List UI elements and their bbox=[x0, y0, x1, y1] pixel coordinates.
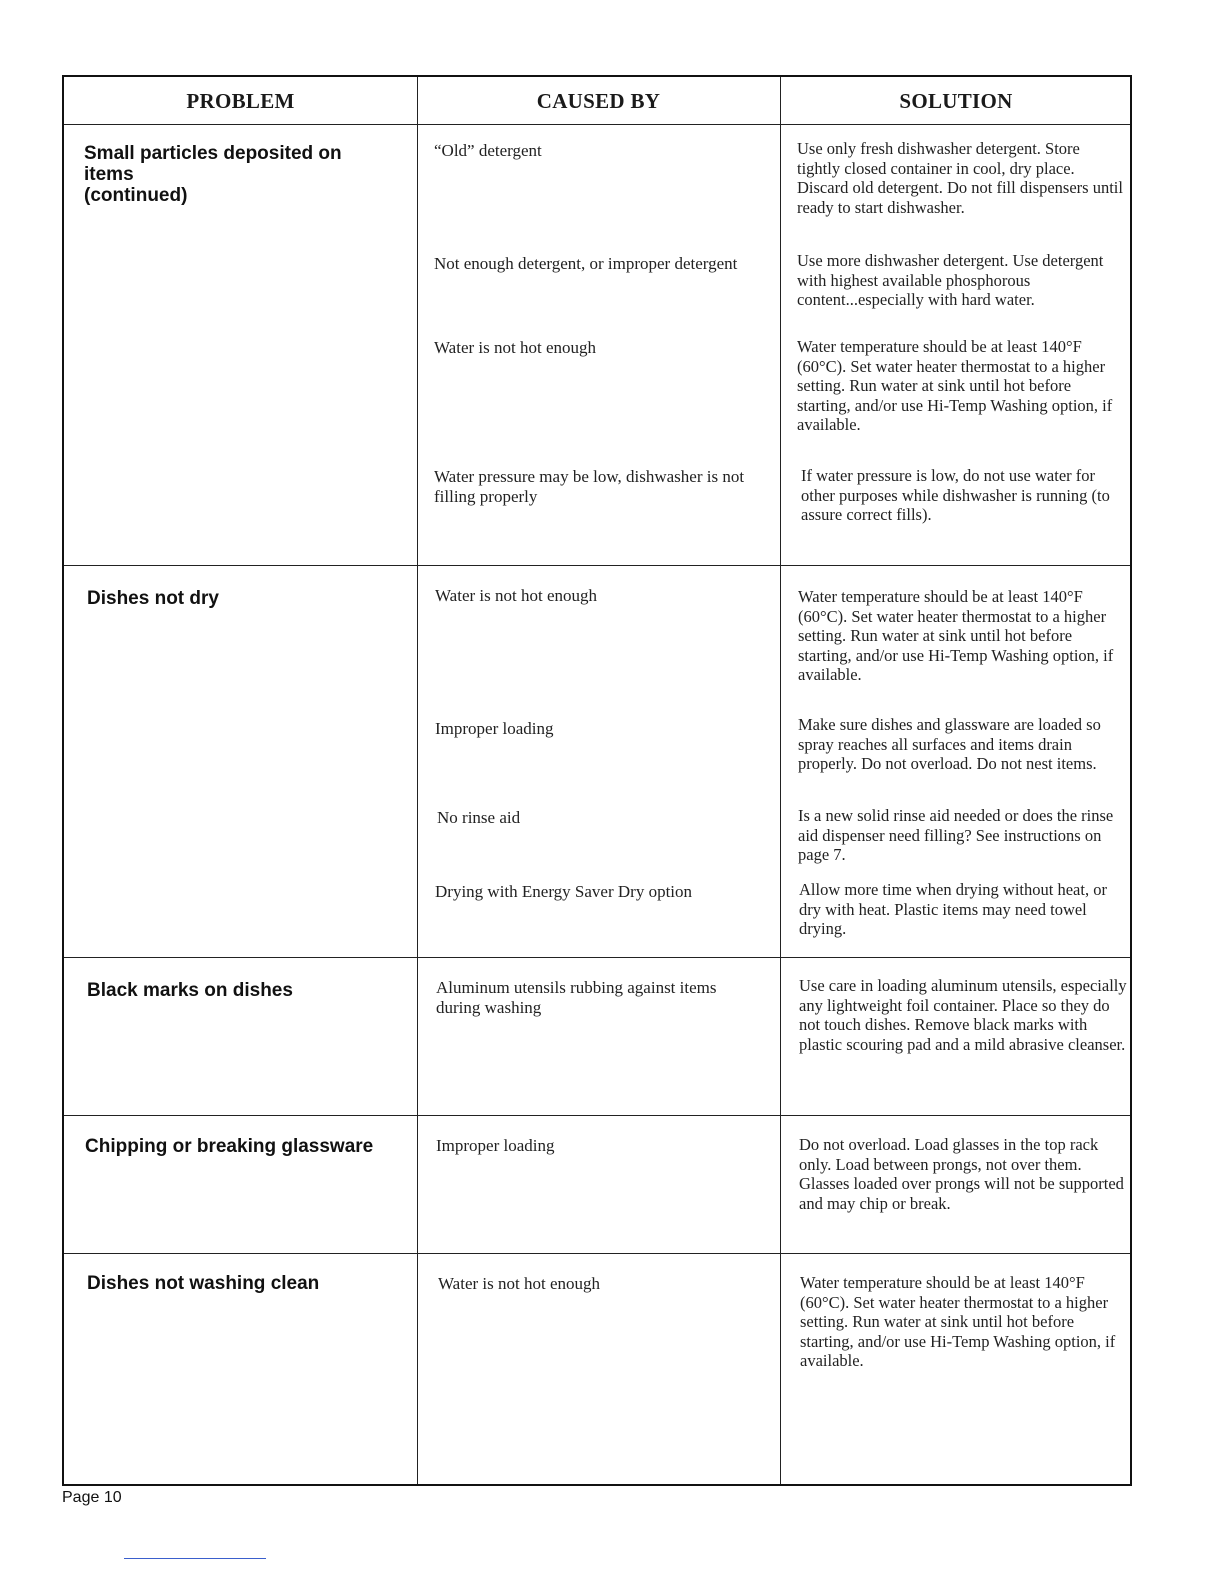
cause-text: Water pressure may be low, dishwasher is not filling properly bbox=[434, 467, 745, 506]
troubleshooting-table bbox=[62, 75, 1132, 1486]
cause-text: Improper loading bbox=[435, 719, 554, 738]
cause-text: Improper loading bbox=[436, 1136, 555, 1155]
footer-rule bbox=[124, 1558, 266, 1559]
solution-text: Allow more time when drying without heat, or dry with heat. Plastic items may need towel drying. bbox=[799, 880, 1107, 938]
solution-text: Do not overload. Load glasses in the top rack only. Load between prongs, not over them. Glasses loaded over prongs will not be supported and may chip or break. bbox=[799, 1135, 1124, 1213]
solution-text: Water temperature should be at least 140°F (60°C). Set water heater thermostat to a higher setting. Run water at sink until hot before starting, and/or use Hi-Temp Washing option, if available. bbox=[797, 337, 1113, 434]
cause-text: Drying with Energy Saver Dry option bbox=[435, 882, 693, 901]
solution-text: Is a new solid rinse aid needed or does the rinse aid dispenser need filling? See instructions on page 7. bbox=[798, 806, 1114, 864]
solution-text: Use care in loading aluminum utensils, especially any lightweight foil container. Place so they do not touch dishes. Remove black marks with plastic scouring pad and a mild abrasive cleanser. bbox=[799, 976, 1127, 1054]
cause-text: Aluminum utensils rubbing against items during washing bbox=[436, 978, 717, 1017]
solution-text: Use only fresh dishwasher detergent. Store tightly closed container in cool, dry place. Discard old detergent. Do not fill dispensers until ready to start dishwasher. bbox=[797, 139, 1123, 217]
solution-text: Water temperature should be at least 140°F (60°C). Set water heater thermostat to a higher setting. Run water at sink until hot before starting, and/or use Hi-Temp Washing option, if available. bbox=[798, 587, 1114, 684]
row-divider bbox=[64, 957, 1130, 958]
column-divider bbox=[780, 77, 781, 1484]
cause-text: Water is not hot enough bbox=[434, 338, 596, 357]
row-divider bbox=[64, 1115, 1130, 1116]
cause-text: No rinse aid bbox=[437, 808, 521, 827]
header-caused-by: CAUSED BY bbox=[536, 88, 661, 113]
solution-text: Make sure dishes and glassware are loaded so spray reaches all surfaces and items drain properly. Do not overload. Do not nest items. bbox=[798, 715, 1101, 773]
row-divider bbox=[64, 1253, 1130, 1254]
cause-text: “Old” detergent bbox=[434, 141, 542, 160]
solution-text: Use more dishwasher detergent. Use detergent with highest available phosphorous content...especially with hard water. bbox=[797, 251, 1104, 309]
cause-text: Not enough detergent, or improper detergent bbox=[434, 254, 738, 273]
header-problem: PROBLEM bbox=[186, 88, 295, 113]
cause-text: Water is not hot enough bbox=[438, 1274, 600, 1293]
solution-text: Water temperature should be at least 140°F (60°C). Set water heater thermostat to a higher setting. Run water at sink until hot before starting, and/or use Hi-Temp Washing option, if available. bbox=[800, 1273, 1116, 1370]
row-divider bbox=[64, 565, 1130, 566]
column-divider bbox=[417, 77, 418, 1484]
header-solution: SOLUTION bbox=[899, 88, 1013, 113]
problem-not-washing-clean: Dishes not washing clean bbox=[87, 1273, 320, 1294]
page-number: Page 10 bbox=[62, 1489, 122, 1506]
solution-text: If water pressure is low, do not use water for other purposes while dishwasher is running (to assure correct fills). bbox=[801, 466, 1110, 524]
problem-small-particles: Small particles deposited on items (continued) bbox=[84, 143, 342, 206]
problem-chipping-glassware: Chipping or breaking glassware bbox=[85, 1136, 374, 1157]
problem-dishes-not-dry: Dishes not dry bbox=[87, 588, 219, 609]
cause-text: Water is not hot enough bbox=[435, 586, 597, 605]
problem-black-marks: Black marks on dishes bbox=[87, 980, 293, 1001]
